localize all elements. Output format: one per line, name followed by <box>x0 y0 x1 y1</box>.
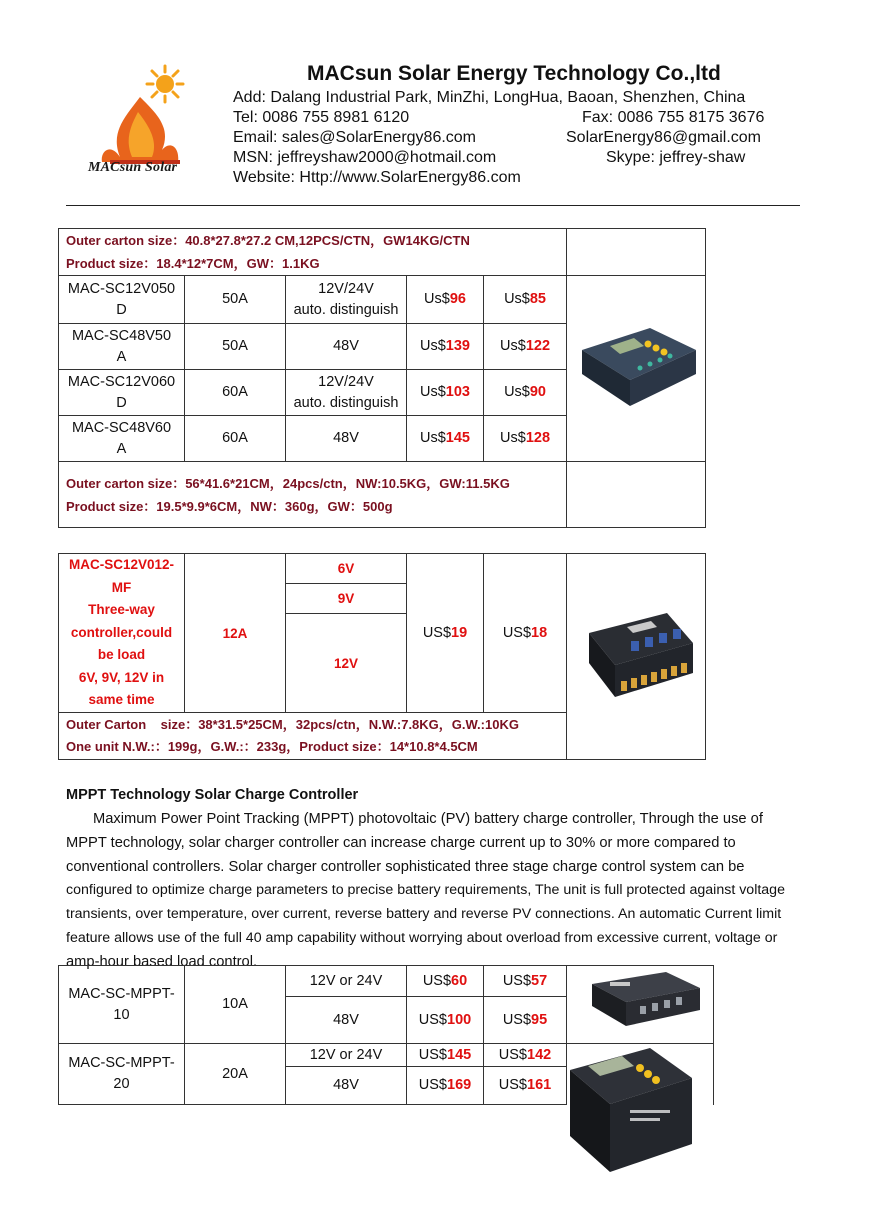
mppt-10-photo <box>567 966 714 1044</box>
unit-weight-note: One unit N.W.:：199g，G.W.:：233g，Product size：14*10.8*4.5CM <box>66 739 478 754</box>
current-rating: 60A <box>185 416 286 462</box>
price-1: Us$139 <box>407 324 484 370</box>
voltage: 12V or 24V <box>286 966 407 997</box>
paragraph-line: conventional controllers. Solar charger controller sophisticated three stage charge control system can be <box>66 858 745 875</box>
three-way-model-cell <box>59 554 185 713</box>
paragraph-line: Maximum Power Point Tracking (MPPT) photovoltaic (PV) battery charge controller, Through the use of <box>93 811 763 827</box>
model-name: MAC-SC-MPPT- <box>68 1055 175 1071</box>
model-suffix: D <box>116 394 127 411</box>
voltage: 12V/24V <box>318 280 374 297</box>
voltage: 12V or 24V <box>286 1044 407 1067</box>
controller-table-1 <box>58 228 706 528</box>
voltage: 48V <box>286 324 407 370</box>
table1-top-note <box>59 229 567 276</box>
model-name: MAC-SC12V050 <box>67 280 176 297</box>
current-rating: 10A <box>185 966 286 1044</box>
mppt-section-title: MPPT Technology Solar Charge Controller <box>66 787 359 803</box>
logo-text: MACsun Solar <box>88 160 178 175</box>
price-1: US$169 <box>407 1067 484 1105</box>
address: Add: Dalang Industrial Park, MinZhi, LongHua, Baoan, Shenzhen, China <box>233 89 746 106</box>
model-line: Three-way <box>88 602 155 618</box>
voltage: 12V/24V <box>318 373 374 390</box>
model-suffix: 20 <box>113 1076 130 1092</box>
model-line: be load <box>97 647 146 663</box>
company-name: MACsun Solar Energy Technology Co.,ltd <box>307 62 721 85</box>
price-1: US$60 <box>407 966 484 997</box>
current-rating: 50A <box>185 324 286 370</box>
email-secondary[interactable]: SolarEnergy86@gmail.com <box>566 129 761 146</box>
current-rating: 60A <box>185 370 286 416</box>
tel: Tel: 0086 755 8981 6120 <box>233 109 410 126</box>
table-row <box>59 966 714 997</box>
price-1: US$100 <box>407 997 484 1044</box>
model-name: MAC-SC48V50 <box>71 327 172 344</box>
voltage: 48V <box>286 1067 407 1105</box>
model-line: 6V, 9V, 12V in <box>78 669 165 685</box>
voltage-12v: 12V <box>286 614 407 713</box>
price-2: US$18 <box>484 554 567 713</box>
price-1: US$145 <box>407 1044 484 1067</box>
price-1: Us$96 <box>407 276 484 324</box>
website[interactable]: Website: Http://www.SolarEnergy86.com <box>233 169 521 186</box>
voltage-note: auto. distinguish <box>293 394 399 411</box>
price-2: US$161 <box>484 1067 567 1105</box>
price-2: Us$85 <box>484 276 567 324</box>
carton-size-note: Outer carton size：56*41.6*21CM，24pcs/ctn，NW:10.5KG，GW:11.5KG <box>66 475 510 491</box>
header-divider <box>66 205 800 206</box>
mppt-20-photo <box>560 1040 700 1180</box>
current-rating: 50A <box>185 276 286 324</box>
skype: Skype: jeffrey-shaw <box>606 149 746 166</box>
model-line: controller,could <box>70 624 173 640</box>
table1-bottom-note <box>59 462 567 528</box>
current-rating: 12A <box>185 554 286 713</box>
charge-controller-photo <box>567 276 706 462</box>
carton-size-note: Outer Carton size：38*31.5*25CM，32pcs/ctn，N.W.:7.8KG，G.W.:10KG <box>66 717 519 732</box>
paragraph-line: amp-hour based load control. <box>66 953 258 970</box>
voltage-note: auto. distinguish <box>293 301 399 318</box>
model-suffix: A <box>116 440 127 457</box>
voltage-9v: 9V <box>286 584 407 614</box>
model-line: same time <box>88 692 155 708</box>
price-2: Us$128 <box>484 416 567 462</box>
carton-size-note: Outer carton size：40.8*27.8*27.2 CM,12PCS/CTN，GW14KG/CTN <box>66 233 470 248</box>
model-line: MF <box>111 579 132 595</box>
blank-cell <box>567 229 706 276</box>
product-size-note: Product size：19.5*9.9*6CM，NW：360g，GW：500g <box>66 498 393 514</box>
email[interactable]: Email: sales@SolarEnergy86.com <box>233 129 477 146</box>
table2-note <box>59 713 567 760</box>
paragraph-line: transients, over temperature, over current, reverse battery and reverse PV connections. An automatic Current limit <box>66 906 782 923</box>
model-suffix: A <box>116 348 127 365</box>
model-name: MAC-SC-MPPT- <box>68 985 175 1002</box>
fax: Fax: 0086 755 8175 3676 <box>582 109 765 126</box>
model-line: MAC-SC12V012- <box>68 557 175 573</box>
price-1: Us$103 <box>407 370 484 416</box>
price-2: Us$90 <box>484 370 567 416</box>
price-2: Us$122 <box>484 324 567 370</box>
voltage: 48V <box>286 997 407 1044</box>
paragraph-line: configured to optimize charge parameters to precise battery requirements, The unit is full protected against voltage <box>66 882 785 899</box>
model-name: MAC-SC12V060 <box>67 373 176 390</box>
price-2: US$142 <box>484 1044 567 1067</box>
msn: MSN: jeffreyshaw2000@hotmail.com <box>233 149 497 166</box>
product-size-note: Product size：18.4*12*7CM，GW：1.1KG <box>66 256 320 271</box>
model-suffix: D <box>116 301 127 318</box>
paragraph-line: MPPT technology, solar charger controller can increase charge current up to 30% or more compared to <box>66 834 736 851</box>
blank-cell <box>567 462 706 528</box>
voltage: 48V <box>286 416 407 462</box>
price-1: Us$145 <box>407 416 484 462</box>
controller-table-2 <box>58 553 706 760</box>
paragraph-line: feature allows use of the full 40 amp capability without worrying about overload from excessive current, voltage or <box>66 929 778 946</box>
model-suffix: 10 <box>113 1006 130 1023</box>
voltage-6v: 6V <box>286 554 407 584</box>
three-way-controller-photo <box>567 554 706 760</box>
mppt-description <box>66 808 803 975</box>
price-2: US$95 <box>484 997 567 1044</box>
table-row <box>59 276 706 324</box>
price-2: US$57 <box>484 966 567 997</box>
price-1: US$19 <box>407 554 484 713</box>
model-name: MAC-SC48V60 <box>71 419 172 436</box>
current-rating: 20A <box>185 1044 286 1105</box>
